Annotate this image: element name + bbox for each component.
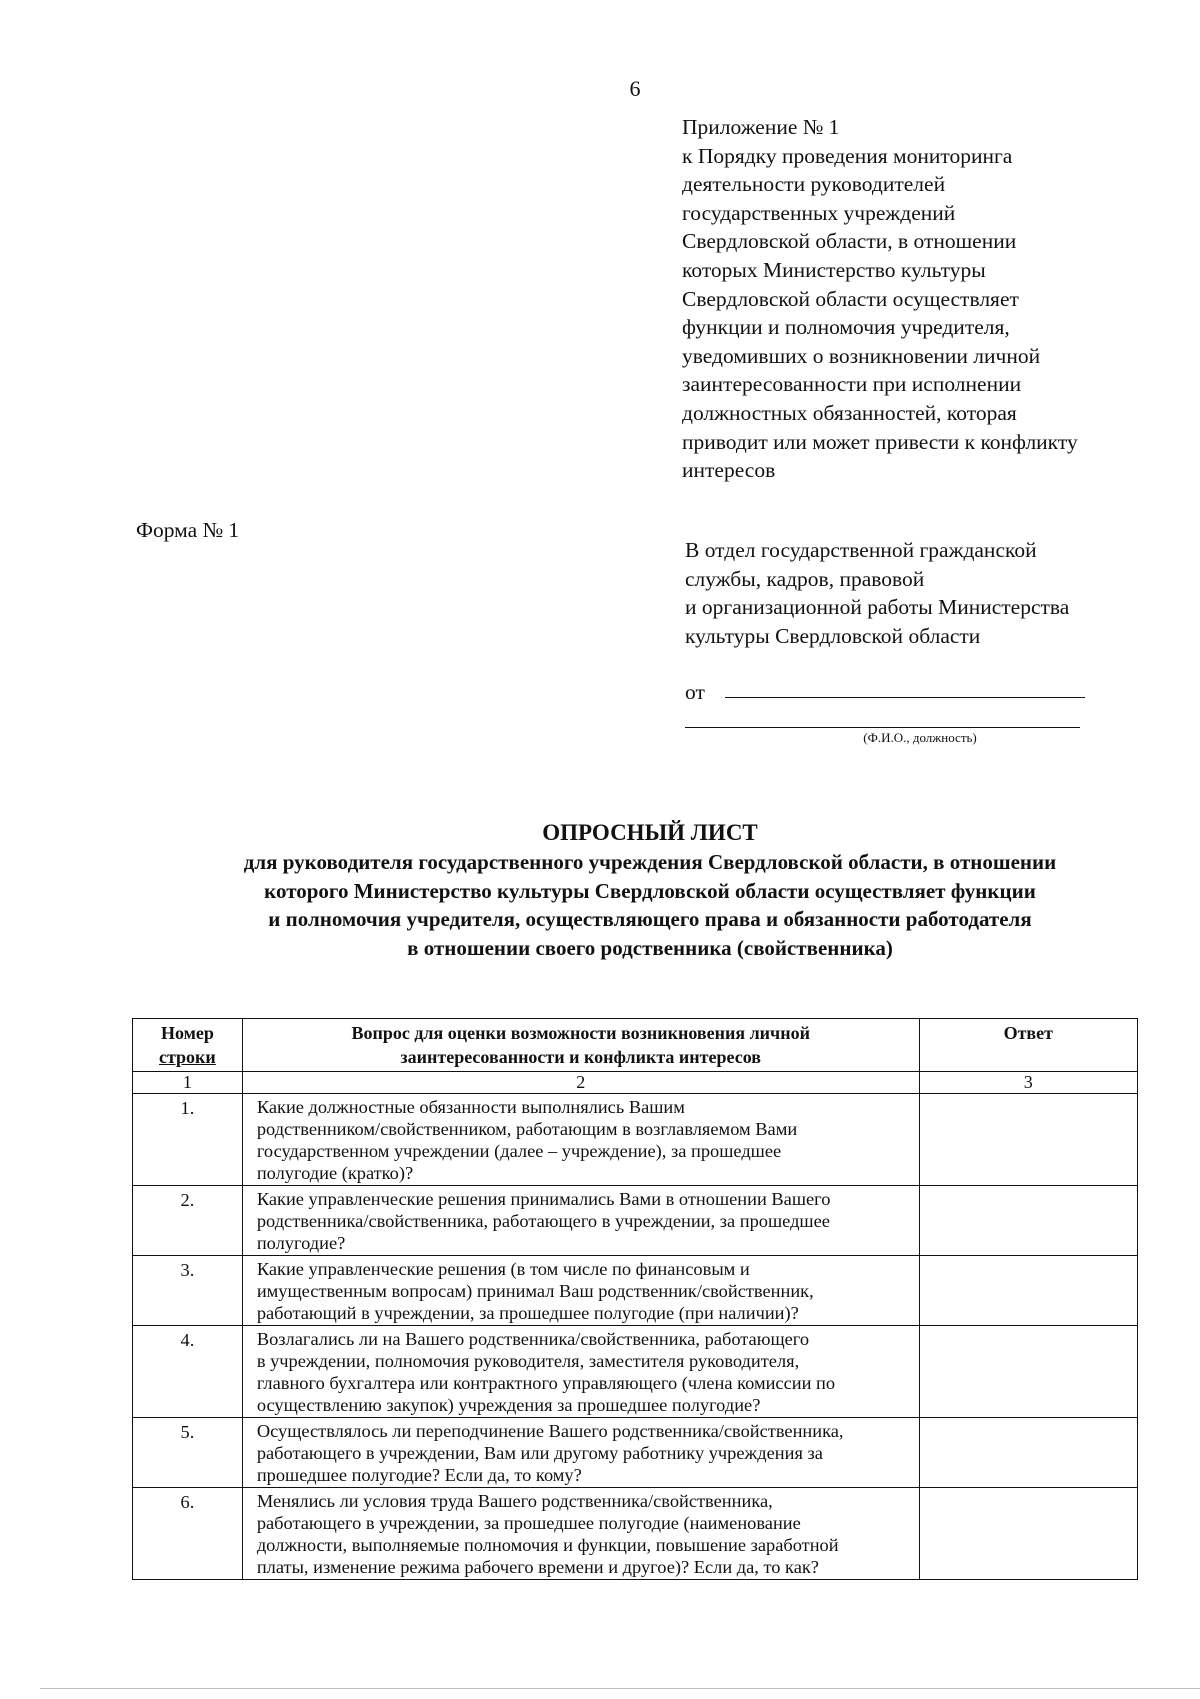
table-row (133, 1256, 1138, 1326)
table-row (133, 1488, 1138, 1580)
header-answer: Ответ (919, 1019, 1137, 1072)
row-number: 5. (133, 1418, 243, 1488)
table-row (133, 1326, 1138, 1418)
position-fill-line[interactable] (685, 727, 1080, 728)
column-number: 2 (242, 1072, 919, 1094)
header-row-number-line2: строки (159, 1047, 216, 1067)
question-line: должности, выполняемые полномочия и функции, повышение заработной (256, 1535, 839, 1555)
appendix-line: заинтересованности при исполнении (682, 372, 1022, 397)
question-cell (242, 1186, 919, 1256)
appendix-line: к Порядку проведения мониторинга (682, 143, 1013, 168)
page-number: 6 (629, 76, 641, 101)
question-line: Какие управленческие решения принимались Вами в отношении Вашего (256, 1189, 831, 1209)
appendix-block (682, 113, 1152, 485)
row-number: 6. (133, 1488, 243, 1580)
appendix-line: деятельности руководителей (682, 172, 946, 197)
answer-cell[interactable] (919, 1256, 1137, 1326)
question-line: работающего в учреждении, Вам или другому работнику учреждения за (256, 1443, 823, 1463)
table-row (133, 1094, 1138, 1186)
question-line: Какие управленческие решения (в том числе по финансовым и (256, 1259, 750, 1279)
question-cell (242, 1418, 919, 1488)
question-line: Какие должностные обязанности выполнялись Вашим (256, 1097, 685, 1117)
question-line: главного бухгалтера или контрактного управляющего (члена комиссии по (256, 1373, 836, 1393)
addressee-block (685, 536, 1155, 650)
addressee-line: службы, кадров, правовой (685, 566, 925, 591)
addressee-line: и организационной работы Министерства (685, 595, 1070, 620)
from-label: от (685, 680, 705, 704)
appendix-line: интересов (682, 458, 776, 483)
question-line: имущественным вопросам) принимал Ваш родственник/свойственник, (256, 1281, 814, 1301)
document-subtitle-line: для руководителя государственного учреждения Свердловской области, в отношении (243, 850, 1057, 874)
question-line: осуществлению закупок) учреждения за прошедшее полугодие? (256, 1395, 761, 1415)
table-row (133, 1186, 1138, 1256)
table-row (133, 1418, 1138, 1488)
appendix-line: уведомивших о возникновении личной (682, 343, 1041, 368)
question-line: Менялись ли условия труда Вашего родственника/свойственника, (256, 1491, 773, 1511)
row-number: 1. (133, 1094, 243, 1186)
page-bottom-rule (40, 1688, 1200, 1689)
row-number: 2. (133, 1186, 243, 1256)
form-label: Форма № 1 (136, 518, 240, 542)
question-line: родственника/свойственника, работающего в учреждении, за прошедшее (256, 1211, 830, 1231)
question-line: Возлагались ли на Вашего родственника/свойственника, работающего (256, 1329, 810, 1349)
appendix-line: должностных обязанностей, которая (682, 400, 1017, 425)
header-row-number (133, 1019, 243, 1072)
fio-fill-line[interactable] (725, 697, 1085, 698)
header-row-number-line1: Номер (160, 1023, 214, 1043)
appendix-line: которых Министерство культуры (682, 257, 986, 282)
header-question (242, 1019, 919, 1072)
question-cell (242, 1326, 919, 1418)
answer-cell[interactable] (919, 1326, 1137, 1418)
question-line: в учреждении, полномочия руководителя, заместителя руководителя, (256, 1351, 800, 1371)
header-question-line2: заинтересованности и конфликта интересов (400, 1047, 761, 1067)
question-line: прошедшее полугодие? Если да, то кому? (256, 1465, 582, 1485)
question-line: полугодие (кратко)? (256, 1163, 414, 1183)
fio-caption: (Ф.И.О., должность) (863, 730, 977, 745)
document-title: ОПРОСНЫЙ ЛИСТ (542, 820, 758, 845)
appendix-line: Приложение № 1 (682, 115, 840, 139)
question-line: родственником/свойственником, работающим в возглавляемом Вами (256, 1119, 798, 1139)
appendix-line: Свердловской области осуществляет (682, 286, 1019, 311)
appendix-line: приводит или может привести к конфликту (682, 429, 1078, 454)
row-number: 3. (133, 1256, 243, 1326)
question-line: полугодие? (256, 1233, 346, 1253)
question-line: платы, изменение режима рабочего времени и другое)? Если да, то как? (256, 1557, 819, 1577)
header-question-line1: Вопрос для оценки возможности возникновения личной (351, 1023, 810, 1043)
column-number-row (133, 1072, 1138, 1094)
answer-cell[interactable] (919, 1488, 1137, 1580)
document-subtitle-line: и полномочия учредителя, осуществляющего права и обязанности работодателя (268, 907, 1032, 932)
addressee-line: культуры Свердловской области (685, 623, 981, 648)
answer-cell[interactable] (919, 1418, 1137, 1488)
column-number: 3 (919, 1072, 1137, 1094)
row-number: 4. (133, 1326, 243, 1418)
answer-cell[interactable] (919, 1186, 1137, 1256)
appendix-line: Свердловской области, в отношении (682, 229, 1017, 254)
question-cell (242, 1256, 919, 1326)
question-line: работающий в учреждении, за прошедшее полугодие (при наличии)? (256, 1303, 799, 1323)
table-header-row (133, 1019, 1138, 1072)
question-line: государственном учреждении (далее – учреждение), за прошедшее (256, 1141, 782, 1161)
column-number: 1 (133, 1072, 243, 1094)
question-line: работающего в учреждении, за прошедшее полугодие (наименование (256, 1513, 801, 1533)
question-cell (242, 1094, 919, 1186)
document-subtitle-line: в отношении своего родственника (свойственника) (407, 935, 893, 960)
question-cell (242, 1488, 919, 1580)
answer-cell[interactable] (919, 1094, 1137, 1186)
appendix-line: государственных учреждений (682, 200, 956, 225)
survey-table (132, 1018, 1138, 1580)
question-line: Осуществлялось ли переподчинение Вашего родственника/свойственника, (256, 1421, 844, 1441)
addressee-line: В отдел государственной гражданской (685, 538, 1037, 562)
document-title-block (100, 818, 1200, 962)
appendix-line: функции и полномочия учредителя, (682, 315, 1010, 340)
document-subtitle-line: которого Министерство культуры Свердловской области осуществляет функции (264, 878, 1036, 903)
